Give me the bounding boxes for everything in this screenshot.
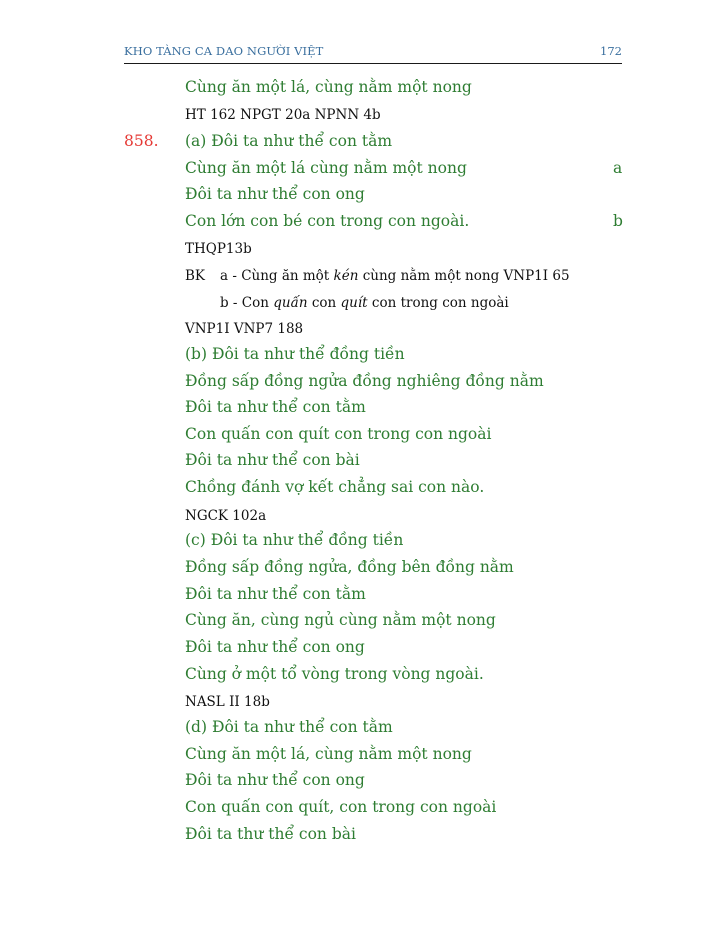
book-title: KHO TÀNG CA DAO NGƯỜI VIỆT (124, 44, 324, 58)
verse-line: Đôi ta như thể con ong (185, 185, 365, 203)
verse-line: (a) Đôi ta như thể con tằm (185, 132, 393, 150)
verse-line: Con quấn con quít, con trong con ngoài (185, 798, 497, 816)
verse-line: Con quấn con quít con trong con ngoài (185, 425, 492, 443)
bk-variant-b: b - Con quấn con quít con trong con ngoài (220, 295, 509, 311)
verse-line: Đôi ta như thể con tằm (185, 585, 366, 603)
verse-line: Cùng ăn một lá, cùng nằm một nong (185, 745, 472, 763)
verse-line: Cùng ăn một lá cùng nằm một nong (185, 159, 467, 177)
entry-number: 858. (124, 132, 159, 150)
verse-line: (b) Đôi ta như thể đồng tiền (185, 345, 405, 363)
verse-line: Chồng đánh vợ kết chẳng sai con nào. (185, 478, 485, 496)
verse-line: Đôi ta thư thể con bài (185, 825, 356, 843)
page-header (124, 44, 622, 64)
verse-line: Cùng ở một tổ vòng trong vòng ngoài. (185, 665, 484, 683)
verse-line: Đôi ta như thể con bài (185, 451, 360, 469)
variant-mark-b: b (613, 212, 623, 230)
intro-source: HT 162 NPGT 20a NPNN 4b (185, 107, 381, 123)
verse-line: Con lớn con bé con trong con ngoài. (185, 212, 470, 230)
bk-label: BK (185, 268, 206, 284)
source-citation: NGCK 102a (185, 508, 267, 524)
verse-line: Đôi ta như thể con tằm (185, 398, 366, 416)
verse-line: (c) Đôi ta như thể đồng tiền (185, 531, 404, 549)
page-number: 172 (600, 44, 622, 58)
verse-line: Đồng sấp đồng ngửa, đồng bên đồng nằm (185, 558, 514, 576)
source-citation: VNP1I VNP7 188 (185, 321, 304, 337)
variant-mark-a: a (613, 159, 623, 177)
verse-line: Cùng ăn, cùng ngủ cùng nằm một nong (185, 611, 496, 629)
verse-line: (d) Đôi ta như thể con tằm (185, 718, 393, 736)
verse-line: Đôi ta như thể con ong (185, 638, 365, 656)
source-citation: THQP13b (185, 241, 252, 257)
intro-verse: Cùng ăn một lá, cùng nằm một nong (185, 78, 472, 96)
verse-line: Đồng sấp đồng ngửa đồng nghiêng đồng nằm (185, 372, 544, 390)
verse-line: Đôi ta như thể con ong (185, 771, 365, 789)
source-citation: NASL II 18b (185, 694, 270, 710)
bk-variant-a: a - Cùng ăn một kén cùng nằm một nong VNP1I 65 (220, 268, 570, 284)
